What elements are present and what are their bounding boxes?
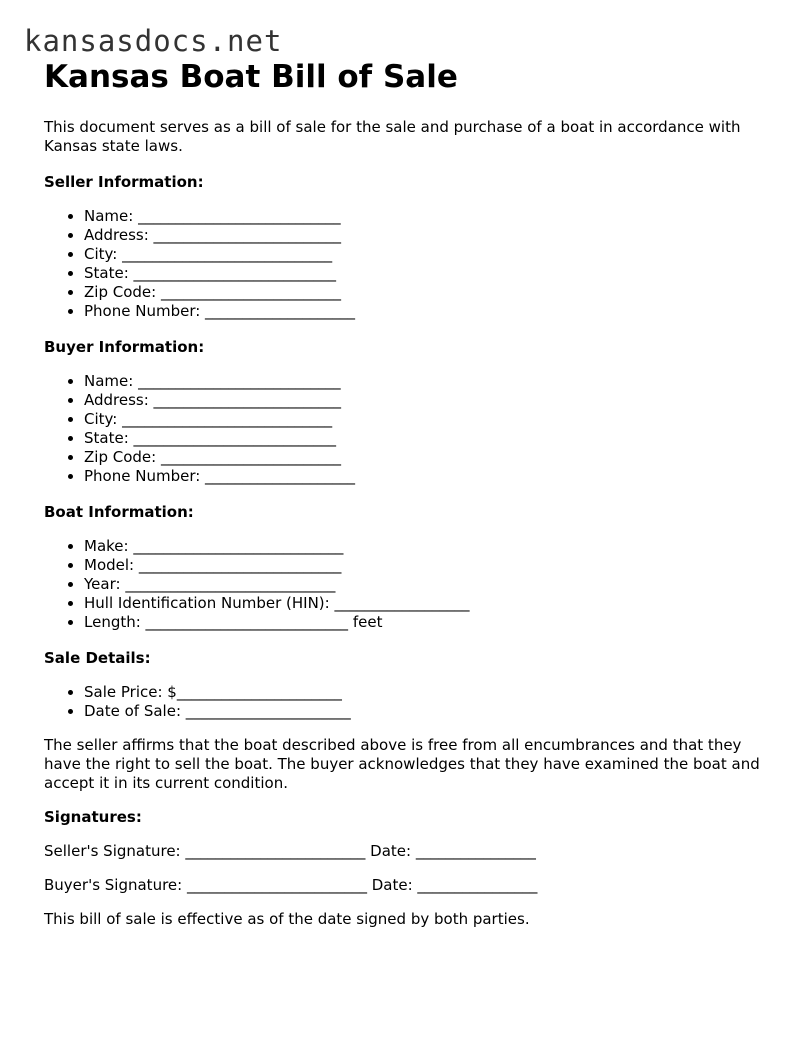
buyer-signature-line[interactable]: Buyer's Signature: ________________________ Date: ________________	[44, 876, 538, 894]
boat-make-field[interactable]: • Make: ____________________________	[84, 537, 774, 556]
seller-signature-line[interactable]: Seller's Signature: ________________________ Date: ________________	[44, 842, 536, 860]
boat-model-field[interactable]: • Model: ___________________________	[84, 556, 774, 575]
buyer-zip-field[interactable]: • Zip Code: ________________________	[84, 448, 774, 467]
boat-heading: Boat Information:	[44, 503, 194, 521]
sale-heading: Sale Details:	[44, 649, 151, 667]
buyer-phone-field[interactable]: • Phone Number: ____________________	[84, 467, 774, 486]
buyer-city-field[interactable]: • City: ____________________________	[84, 410, 774, 429]
seller-name-field[interactable]: • Name: ___________________________	[84, 207, 774, 226]
buyer-name-field[interactable]: • Name: ___________________________	[84, 372, 774, 391]
seller-state-field[interactable]: • State: ___________________________	[84, 264, 774, 283]
seller-address-field[interactable]: • Address: _________________________	[84, 226, 774, 245]
sale-price-field[interactable]: • Sale Price: $______________________	[84, 683, 774, 702]
seller-heading: Seller Information:	[44, 173, 204, 191]
signatures-heading: Signatures:	[44, 808, 142, 826]
boat-year-field[interactable]: • Year: ____________________________	[84, 575, 774, 594]
boat-hin-field[interactable]: • Hull Identification Number (HIN): __________________	[84, 594, 774, 613]
intro-paragraph: This document serves as a bill of sale for the sale and purchase of a boat in accordance with Kansas state laws.	[44, 118, 741, 155]
sale-list	[44, 683, 774, 721]
seller-city-field[interactable]: • City: ____________________________	[84, 245, 774, 264]
seller-phone-field[interactable]: • Phone Number: ____________________	[84, 302, 774, 321]
boat-list	[44, 537, 774, 632]
buyer-state-field[interactable]: • State: ___________________________	[84, 429, 774, 448]
watermark: kansasdocs.net	[24, 24, 283, 58]
effective-statement: This bill of sale is effective as of the date signed by both parties.	[44, 910, 530, 928]
sale-date-field[interactable]: • Date of Sale: ______________________	[84, 702, 774, 721]
boat-length-field[interactable]: • Length: ___________________________ feet	[84, 613, 774, 632]
buyer-heading: Buyer Information:	[44, 338, 205, 356]
page-title: Kansas Boat Bill of Sale	[44, 59, 458, 95]
buyer-list	[44, 372, 774, 486]
buyer-address-field[interactable]: • Address: _________________________	[84, 391, 774, 410]
document-body	[44, 56, 774, 929]
seller-list	[44, 207, 774, 321]
seller-zip-field[interactable]: • Zip Code: ________________________	[84, 283, 774, 302]
affirmation-paragraph: The seller affirms that the boat described above is free from all encumbrances and that they have the right to sell the boat. The buyer acknowledges that they have examined the boat and accept it in its current condition.	[44, 736, 760, 792]
